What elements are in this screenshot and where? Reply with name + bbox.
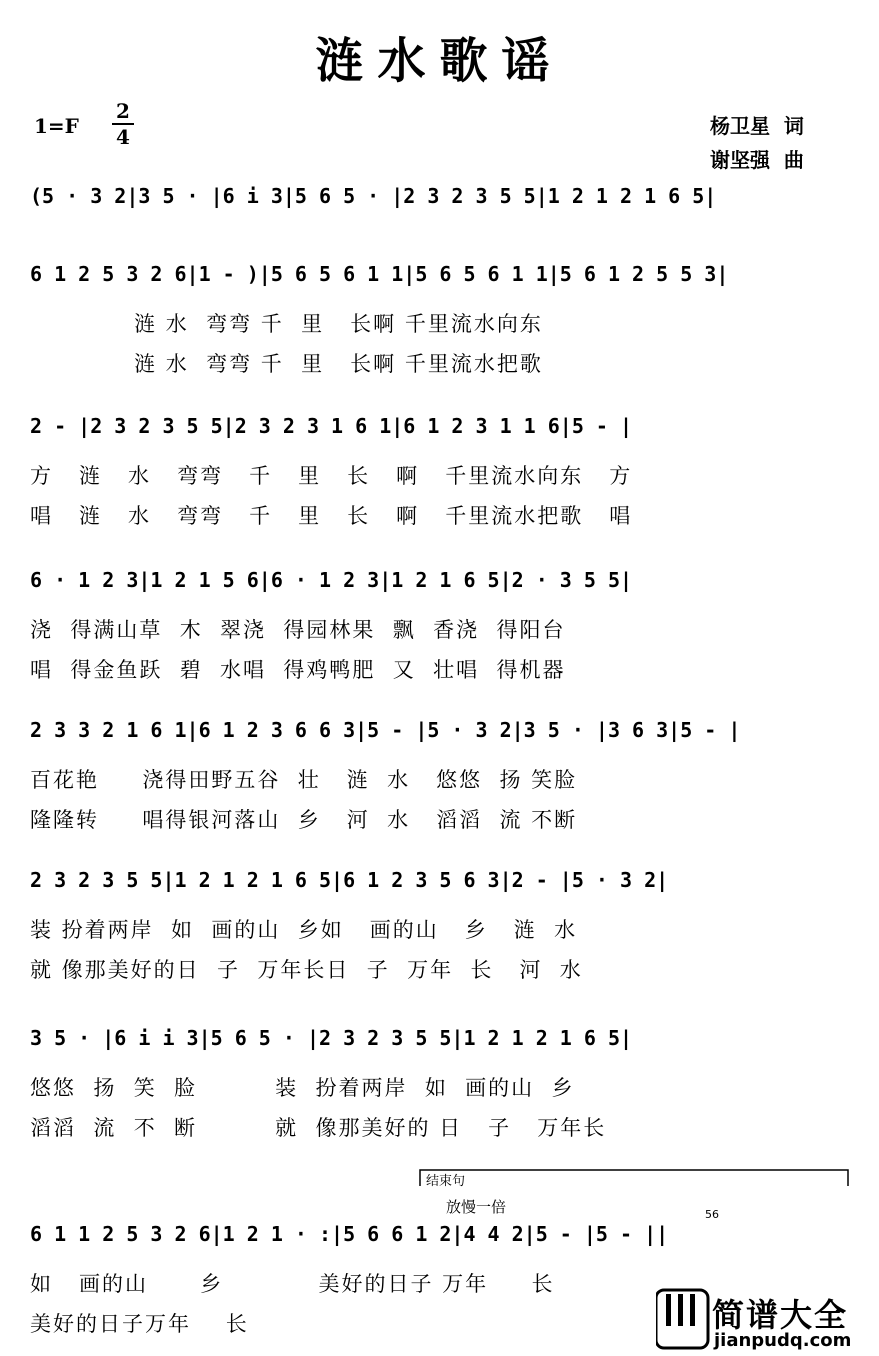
grace-note: 56	[705, 1208, 719, 1221]
key-signature: 1=F	[34, 114, 79, 138]
lyric-verse-2: 就 像那美好的日 子 万年长日 子 万年 长 河 水	[30, 958, 583, 982]
tempo-marking: 放慢一倍	[446, 1198, 507, 1216]
notes-row: 3 5 · |6 i i 3|5 6 5 · |2 3 2 3 5 5|1 2 1 2 1 6 5|	[30, 1026, 633, 1050]
notes-row: (5 · 3 2|3 5 · |6 i 3|5 6 5 · |2 3 2 3 5 5|1 2 1 2 1 6 5|	[30, 184, 717, 208]
page-title: 涟水歌谣	[315, 33, 564, 89]
notes-row: 6 · 1 2 3|1 2 1 5 6|6 · 1 2 3|1 2 1 6 5|2 · 3 5 5|	[30, 568, 633, 592]
notes-row: 6 1 1 2 5 3 2 6|1 2 1 · :|5 6 6 1 2|4 4 2|5 - |5 - ||	[30, 1222, 669, 1246]
lyric-verse-1: 如 画的山 乡 美好的日子 万年 长	[30, 1272, 555, 1296]
composer-credit: 谢坚强 曲	[710, 148, 804, 172]
time-signature-bottom: 4	[116, 125, 130, 149]
lyric-verse-1: 方 涟 水 弯弯 千 里 长 啊 千里流水向东 方	[30, 464, 633, 488]
lyric-verse-1: 涟 水 弯弯 千 里 长啊 千里流水向东	[30, 312, 543, 336]
notes-row: 2 3 2 3 5 5|1 2 1 2 1 6 5|6 1 2 3 5 6 3|2 - |5 · 3 2|	[30, 868, 669, 892]
watermark-url: jianpudq.com	[714, 1330, 852, 1351]
lyric-verse-2: 唱 涟 水 弯弯 千 里 长 啊 千里流水把歌 唱	[30, 504, 633, 528]
lyric-verse-1: 悠悠 扬 笑 脸 装 扮着两岸 如 画的山 乡	[30, 1076, 575, 1100]
notes-row: 6 1 2 5 3 2 6|1 - )|5 6 5 6 1 1|5 6 5 6 1 1|5 6 1 2 5 5 3|	[30, 262, 729, 286]
lyric-verse-1: 装 扮着两岸 如 画的山 乡如 画的山 乡 涟 水	[30, 918, 578, 942]
notes-row: 2 - |2 3 2 3 5 5|2 3 2 3 1 6 1|6 1 2 3 1 1 6|5 - |	[30, 414, 633, 438]
lyricist-credit: 杨卫星 词	[710, 114, 804, 138]
watermark-text: 简谱大全	[712, 1296, 849, 1334]
lyric-verse-1: 百花艳 浇得田野五谷 壮 涟 水 悠悠 扬 笑脸	[30, 768, 578, 792]
time-signature	[112, 100, 134, 148]
lyric-verse-2: 涟 水 弯弯 千 里 长啊 千里流水把歌	[30, 352, 543, 376]
ending-label: 结束句	[426, 1174, 466, 1189]
lyric-verse-2: 唱 得金鱼跃 碧 水唱 得鸡鸭肥 又 壮唱 得机器	[30, 658, 566, 682]
notes-row: 2 3 3 2 1 6 1|6 1 2 3 6 6 3|5 - |5 · 3 2|3 5 · |3 6 3|5 - |	[30, 718, 741, 742]
time-signature-top: 2	[116, 99, 130, 123]
lyric-verse-1: 浇 得满山草 木 翠浇 得园林果 飘 香浇 得阳台	[30, 618, 566, 642]
lyric-verse-2: 滔滔 流 不 断 就 像那美好的 日 子 万年长	[30, 1116, 607, 1140]
lyric-verse-2: 美好的日子万年 长	[30, 1312, 249, 1336]
lyric-verse-2: 隆隆转 唱得银河落山 乡 河 水 滔滔 流 不断	[30, 808, 578, 832]
ending-bracket	[420, 1170, 848, 1186]
